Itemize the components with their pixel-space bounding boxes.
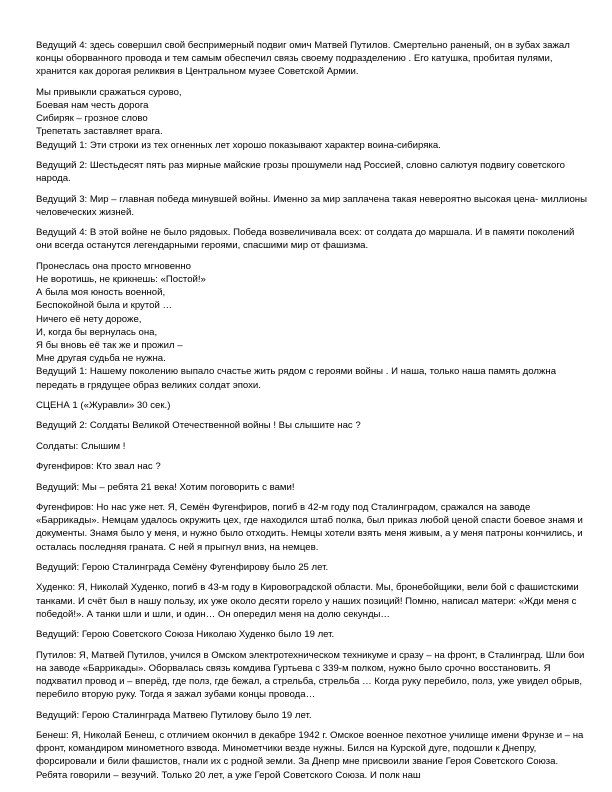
paragraph: Ведущий: Герою Советского Союза Николаю Худенко было 19 лет. <box>36 629 335 641</box>
paragraph: Бенеш: Я, Николай Бенеш, с отличием окончил в декабре 1942 г. Омское военное пехотное училище имени Фрунзе и – на фронт, командиром минометного взвода. Минометчики везде нужны. Бился на Курской дуге, подошли к Днепру, форсировали и били фашистов, гнали их с родной земли. За Днепр мне присвоили звание Героя Советского Союза. Ребята говорили – везучий. Только 20 лет, а уже Герой Советского Союза. И полк наш <box>36 729 584 781</box>
paragraph: Ведущий 2: Солдаты Великой Отечественной войны ! Вы слышите нас ? <box>36 420 361 432</box>
paragraph: Ведущий 3: Мир – главная победа минувшей войны. Именно за мир заплачена такая невероятно высокая цена- миллионы человеческих жизней. <box>36 193 587 218</box>
paragraph: Ведущий 4: В этой войне не было рядовых. Победа возвеличивала всех: от солдата до маршала. И в памяти поколений они всегда останутся легендарными героями, спасшими мир от фашизма. <box>36 227 575 252</box>
scene-heading: СЦЕНА 1 («Журавли» 30 сек.) <box>36 400 171 411</box>
paragraph: Ведущий 2: Шестьдесят пять раз мирные майские грозы прошумели над Россией, словно салютуя подвигу советского народа. <box>36 160 565 185</box>
paragraph: Ведущий 4: здесь совершил свой беспримерный подвиг омич Матвей Путилов. Смертельно раненый, он в зубах зажал концы оборванного провода и тем самым обеспечил связь своему подразделению . Его катушка, пробитая пулями, хранится как дорогая реликвия в Центральном музее Советской Армии. <box>36 40 570 78</box>
paragraph: Ведущий: Герою Сталинграда Матвею Путилову было 19 лет. <box>36 709 312 721</box>
paragraph: Солдаты: Слышим ! <box>36 440 126 452</box>
paragraph: Мы привыкли сражаться сурово, Боевая нам честь дорога Сибиряк – грозное слово Трепетать заставляет врага. Ведущий 1: Эти строки из тех огненных лет хорошо показывают характер воина-сибиряка. <box>36 86 441 151</box>
paragraph: Худенко: Я, Николай Худенко, погиб в 43-м году в Кировоградской области. Мы, бронебойщики, вели бой с фашистскими танками. И счёт был в нашу пользу, их уже около десяти горело у наших позиций! Помню, написал матери: «Жди меня с победой!». А танки шли и шли, и один… Он опередил меня на долю секунды… <box>36 582 579 620</box>
paragraph: Пронеслась она просто мгновенно Не воротишь, не крикнешь: «Постой!» А была моя юность военной, Беспокойной была и крутой … Ничего её нету дороже, И, когда бы вернулась она, Я бы вновь её так же и прожил – Мне другая судьба не нужна. Ведущий 1: Нашему поколению выпало счастье жить рядом с героями войны . И наша, только наша память должна передать в грядущее образ великих солдат эпохи. <box>36 260 557 391</box>
paragraph: Ведущий: Мы – ребята 21 века! Хотим поговорить с вами! <box>36 481 295 493</box>
paragraph: Фугенфиров: Кто звал нас ? <box>36 461 161 473</box>
paragraph: Путилов: Я, Матвей Путилов, учился в Омском электротехническом техникуме и сразу – на фронт, в Сталинград. Шли бои на заводе «Баррикады». Оборвалась связь комдива Гуртьева с 339-м полком, нужно было срочно восстановить. Я подхватил провод и – вперёд, где полз, где бежал, а стрельба, стрельба … Когда руку перебило, полз, уже увидел обрыв, перебило вторую руку. Тогда я зажал зубами концы провода… <box>36 649 585 701</box>
paragraph: Ведущий: Герою Сталинграда Семёну Фугенфирову было 25 лет. <box>36 561 329 573</box>
paragraph: Фугенфиров: Но нас уже нет. Я, Семён Фугенфиров, погиб в 42-м году под Сталинградом, сражался на заводе «Баррикады». Немцам удалось окружить цех, где находился штаб полка, был приказ любой ценой спасти боевое знамя и документы. Знамя было у меня, и нужно было отходить. Немцы хотели взять меня живым, а у меня патроны кончились, и осталась последняя граната. С ней я прыгнул вниз, на немцев. <box>36 501 583 553</box>
